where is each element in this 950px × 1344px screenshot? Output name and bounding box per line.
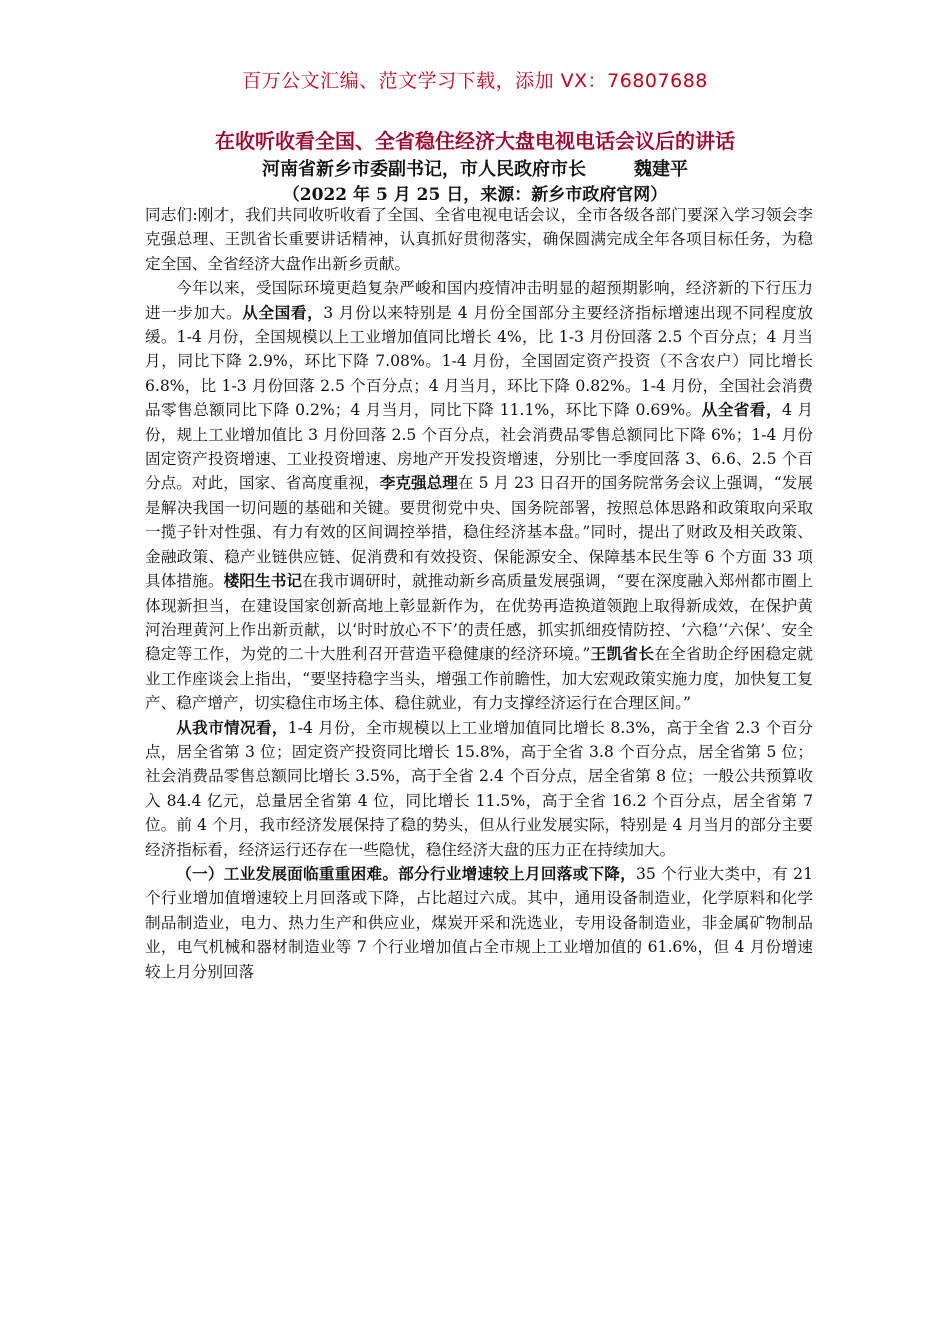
paragraph-city xyxy=(145,716,813,862)
p4-bold-heading: （一）工业发展面临重重困难。部分行业增速较上月回落或下降， xyxy=(176,863,637,883)
paragraph-national-provincial xyxy=(145,276,813,715)
p3-bold-city: 从我市情况看， xyxy=(176,717,288,737)
p2-bold-premier: 李克强总理 xyxy=(379,473,458,493)
document-title: 在收听收看全国、全省稳住经济大盘电视电话会议后的讲话 xyxy=(215,129,735,153)
p2-text-3: 4 月份，规上工业增加值比 3 月份回落 2.5 个百分点，社会消费品零售总额同比下降 6%；1-4 月份固定资产投资增速、工业投资增速、房地产开发投资增速，分别比一季度回落 3、6.6、2.5 个百分点。对此，国家、省高度重视， xyxy=(145,401,813,493)
p2-text-1: 今年以来，受国际环境更趋复杂严峻和国内疫情冲击明显的超预期影响，经济新的下行压力进一步加大。 xyxy=(145,279,813,322)
paragraph-industry xyxy=(145,862,813,984)
opening-paragraph: 同志们:刚才，我们共同收听收看了全国、全省电视电话会议，全市各级各部门要深入学习领会李克强总理、王凯省长重要讲话精神，认真抓好贯彻落实，确保圆满完成全年各项目标任务，为稳定全国、全省经济大盘作出新乡贡献。 xyxy=(145,206,813,273)
author-name: 魏建平 xyxy=(634,159,688,180)
p2-text-2: 3 月份以来特别是 4 月份全国部分主要经济指标增速出现不同程度放缓。1-4 月份，全国规模以上工业增加值同比增长 4%，比 1-3 月份回落 2.5 个百分点；4 月当月，同比下降 2.9%，环比下降 7.08%。1-4 月份，全国固定资产投资（不含农户）同比增长 6.8%，比 1-3 月份回落 2.5 个百分点；4 月当月，环比下降 0.82%。1-4 月份，全国社会消费品零售总额同比下降 0.2%；4 月当月，同比下降 11.1%，环比下降 0.69%。 xyxy=(145,303,813,420)
p4-text-1: 35 个行业大类中，有 21 个行业增加值增速较上月回落或下降，占比超过六成。其中，通用设备制造业，化学原料和化学制品制造业，电力、热力生产和供应业，煤炭开采和洗选业，专用设备制造业，非金属矿物制品业，电气机械和器材制造业等 7 个行业增加值占全市规上工业增加值的 61.6%，但 4 月份增速较上月分别回落 xyxy=(145,864,813,981)
p3-text-1: 1-4 月份，全市规模以上工业增加值同比增长 8.3%，高于全省 2.3 个百分点，居全省第 3 位；固定资产投资同比增长 15.8%，高于全省 3.8 个百分点，居全省第 5 位；社会消费品零售总额同比增长 3.5%，高于全省 2.4 个百分点，居全省第 8 位；一般公共预算收入 84.4 亿元，总量居全省第 4 位，同比增长 11.5%，高于全省 16.2 个百分点，居全省第 7 位。前 4 个月，我市经济发展保持了稳的势头，但从行业发展实际，特别是 4 月当月的部分主要经济指标看，经济运行还存在一些隐忧，稳住经济大盘的压力正在持续加大。 xyxy=(145,718,813,859)
author-position: 河南省新乡市委副书记，市人民政府市长 xyxy=(262,159,586,180)
header-banner: 百万公文汇编、范文学习下载，添加 VX：76807688 xyxy=(242,70,708,92)
p2-bold-secretary: 楼阳生书记 xyxy=(223,571,303,591)
p2-bold-national: 从全国看， xyxy=(242,302,324,322)
p2-text-6: 在全省助企纾困稳定就业工作座谈会上指出，“要坚持稳字当头，增强工作前瞻性，加大宏观政策实施力度，加快复工复产、稳产增产，切实稳住市场主体、稳住就业，有力支撑经济运行在合理区间。” xyxy=(145,645,813,713)
p2-text-4: 在 5 月 23 日召开的国务院常务会议上强调，“发展是解决我国一切问题的基础和关键。要贯彻党中央、国务院部署，按照总体思路和政策取向采取一揽子针对性强、有力有效的区间调控举措，稳住经济基本盘。”同时，提出了财政及相关政策、金融政策、稳产业链供应链、促消费和有效投资、保能源安全、保障基本民生等 6 个方面 33 项具体措施。 xyxy=(145,474,813,591)
dateline: （2022 年 5 月 25 日，来源：新乡市政府官网） xyxy=(282,185,668,205)
document-body xyxy=(145,203,813,984)
p2-bold-provincial: 从全省看， xyxy=(701,400,783,420)
author-line xyxy=(0,155,950,181)
p2-text-5: 在我市调研时，就推动新乡高质量发展强调，“要在深度融入郑州都市圈上体现新担当，在建设国家创新高地上彰显新作为，在优势再造换道领跑上取得新成效，在保护黄河治理黄河上作出新贡献，以‘时时放心不下’的责任感，抓实抓细疫情防控、‘六稳’‘六保’、安全稳定等工作，为党的二十大胜利召开营造平稳健康的经济环境。” xyxy=(145,572,813,664)
p2-bold-governor: 王凯省长 xyxy=(590,644,655,664)
